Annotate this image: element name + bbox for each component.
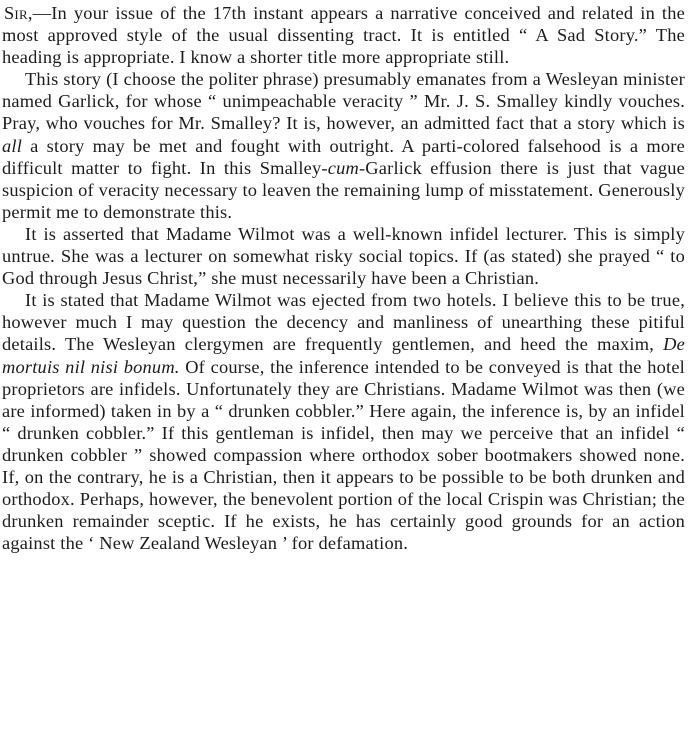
- emphasis-all: all: [2, 135, 23, 156]
- paragraph-1: [2, 2, 685, 68]
- paragraph-4: [2, 289, 685, 554]
- salutation: Sir,: [4, 3, 33, 23]
- paragraph-4-text-b: Of course, the inference intended to be conveyed is that the hotel proprietors are infidels. Unfortunately they are Christians. Madame Wilmot was then (we are informed) taken in by a “ drunken cobbler.” Here again, the inference is, by an infidel “ drunken cobbler.” If this gentleman is infidel, then may we perceive that an infidel “ drunken cobbler ” showed compassion where orthodox sober bootmakers showed none. If, on the contrary, he is a Christian, then it appears to be possible to be both drunken and orthodox. Perhaps, however, the benevolent portion of the local Crispin was Christian; the drunken remainder sceptic. If he exists, he has certainly good grounds for an action against the ‘ New Zealand Wesleyan ’ for defamation.: [2, 356, 685, 554]
- paragraph-2: [2, 68, 685, 223]
- paragraph-4-text-a: It is stated that Madame Wilmot was ejected from two hotels. I believe this to be true, however much I may question the decency and manliness of unearthing these pitiful details. The Wesleyan clergymen are frequently gentlemen, and heed the maxim,: [2, 290, 685, 355]
- paragraph-2-text-c: -Garlick effusion there is just that vague suspicion of veracity necessary to leaven the remaining lump of misstatement. Generously permit me to demonstrate this.: [2, 157, 685, 222]
- emphasis-latin-maxim: De mortuis nil nisi bonum.: [2, 334, 685, 377]
- paragraph-2-text-a: This story (I choose the politer phrase) presumably emanates from a Wesleyan minister named Garlick, for whose “ unimpeachable veracity ” Mr. J. S. Smalley kindly vouches. Pray, who vouches for Mr. Smalley? It is, however, an admitted fact that a story which is: [2, 69, 685, 134]
- paragraph-1-text: —In your issue of the 17th instant appears a narrative conceived and related in the most approved style of the usual dissenting tract. It is entitled “ A Sad Story.” The heading is appropriate. I know a shorter title more appropriate still.: [2, 3, 685, 68]
- paragraph-3-text: It is asserted that Madame Wilmot was a well-known infidel lecturer. This is simply untrue. She was a lecturer on somewhat risky social topics. If (as stated) she prayed “ to God through Jesus Christ,” she must necessarily have been a Christian.: [2, 223, 685, 289]
- paragraph-3: [2, 223, 685, 289]
- emphasis-cum: cum: [327, 157, 359, 178]
- paragraph-2-text-b: a story may be met and fought with outright. A parti-colored falsehood is a more difficult matter to fight. In this Smalley-: [2, 135, 685, 178]
